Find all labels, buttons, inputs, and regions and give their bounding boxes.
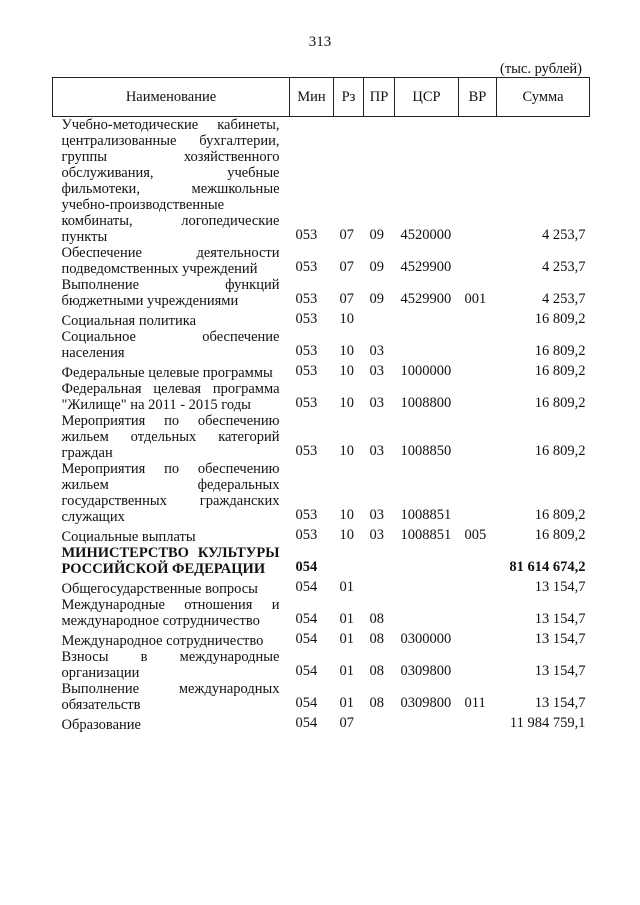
cell-csr: 4529900 bbox=[400, 259, 452, 275]
table-row bbox=[53, 713, 590, 733]
cell-sum: 16 809,2 bbox=[534, 363, 586, 379]
cell-sum: 13 154,7 bbox=[534, 663, 586, 679]
row-name: Взносы в международные организации bbox=[61, 649, 280, 681]
row-name: МИНИСТЕРСТВО КУЛЬТУРЫ РОССИЙСКОЙ ФЕДЕРАЦИИ bbox=[61, 545, 280, 577]
row-name: Выполнение международных обязательств bbox=[61, 681, 280, 713]
header-min: Мин bbox=[290, 78, 334, 117]
cell-rz: 01 bbox=[339, 663, 354, 679]
cell-pr: 08 bbox=[369, 663, 384, 679]
cell-rz: 10 bbox=[339, 363, 354, 379]
cell-rz: 01 bbox=[339, 611, 354, 627]
cell-csr bbox=[395, 309, 459, 329]
cell-min: 054 bbox=[295, 611, 318, 627]
row-name: Учебно-методические кабинеты, централизованные бухгалтерии, группы хозяйственного обслуживания, учебные фильмотеки, межшкольные учебно-производственные комбинаты, логопедические пункты bbox=[61, 117, 280, 245]
cell-csr: 1000000 bbox=[400, 363, 452, 379]
table-row bbox=[53, 525, 590, 545]
header-vr: ВР bbox=[459, 78, 497, 117]
cell-min: 053 bbox=[295, 259, 318, 275]
cell-csr bbox=[395, 713, 459, 733]
table-row bbox=[53, 245, 590, 277]
table-row bbox=[53, 361, 590, 381]
cell-vr bbox=[459, 649, 497, 681]
cell-vr bbox=[459, 117, 497, 246]
cell-pr: 03 bbox=[369, 363, 384, 379]
cell-sum: 13 154,7 bbox=[534, 611, 586, 627]
cell-vr: 001 bbox=[464, 291, 487, 307]
table-row bbox=[53, 545, 590, 577]
cell-vr bbox=[459, 461, 497, 525]
cell-sum: 81 614 674,2 bbox=[509, 559, 586, 575]
header-rz: Рз bbox=[334, 78, 364, 117]
cell-sum: 13 154,7 bbox=[534, 631, 586, 647]
cell-csr: 1008851 bbox=[400, 527, 452, 543]
cell-pr: 03 bbox=[369, 443, 384, 459]
cell-rz: 07 bbox=[339, 259, 354, 275]
table-row bbox=[53, 577, 590, 597]
cell-vr bbox=[459, 577, 497, 597]
cell-min: 053 bbox=[295, 311, 318, 327]
cell-rz: 10 bbox=[339, 343, 354, 359]
cell-min: 054 bbox=[295, 663, 318, 679]
cell-min: 053 bbox=[295, 507, 318, 523]
cell-csr: 1008851 bbox=[400, 507, 452, 523]
cell-pr: 09 bbox=[369, 291, 384, 307]
cell-min: 054 bbox=[295, 559, 318, 575]
cell-min: 053 bbox=[295, 395, 318, 411]
cell-pr: 09 bbox=[369, 227, 384, 243]
row-name: Международные отношения и международное сотрудничество bbox=[61, 597, 280, 629]
table-row bbox=[53, 413, 590, 461]
cell-sum: 13 154,7 bbox=[534, 579, 586, 595]
cell-vr bbox=[459, 329, 497, 361]
cell-min: 053 bbox=[295, 363, 318, 379]
cell-pr: 03 bbox=[369, 395, 384, 411]
row-name: Федеральная целевая программа "Жилище" на 2011 - 2015 годы bbox=[61, 381, 280, 413]
header-csr: ЦСР bbox=[395, 78, 459, 117]
cell-min: 054 bbox=[295, 695, 318, 711]
units-label: (тыс. рублей) bbox=[500, 61, 582, 77]
table-row bbox=[53, 629, 590, 649]
cell-vr: 011 bbox=[464, 695, 486, 711]
cell-pr: 08 bbox=[369, 611, 384, 627]
cell-csr bbox=[395, 597, 459, 629]
cell-csr: 1008800 bbox=[400, 395, 452, 411]
cell-csr: 4520000 bbox=[400, 227, 452, 243]
cell-pr: 03 bbox=[369, 507, 384, 523]
cell-vr: 005 bbox=[464, 527, 487, 543]
cell-rz: 10 bbox=[339, 527, 354, 543]
cell-pr bbox=[364, 309, 395, 329]
cell-rz bbox=[334, 545, 364, 577]
cell-pr bbox=[364, 713, 395, 733]
row-name: Международное сотрудничество bbox=[61, 633, 264, 649]
cell-min: 053 bbox=[295, 291, 318, 307]
cell-rz: 10 bbox=[339, 311, 354, 327]
cell-sum: 4 253,7 bbox=[542, 227, 586, 243]
cell-rz: 01 bbox=[339, 631, 354, 647]
cell-rz: 07 bbox=[339, 291, 354, 307]
cell-vr bbox=[459, 309, 497, 329]
table-row bbox=[53, 381, 590, 413]
cell-pr bbox=[364, 545, 395, 577]
page-number: 313 bbox=[308, 34, 332, 50]
cell-csr: 0309800 bbox=[400, 695, 452, 711]
cell-sum: 16 809,2 bbox=[534, 343, 586, 359]
cell-pr bbox=[364, 577, 395, 597]
table-body bbox=[53, 117, 590, 734]
cell-pr: 03 bbox=[369, 527, 384, 543]
row-name: Социальная политика bbox=[61, 313, 197, 329]
cell-min: 054 bbox=[295, 579, 318, 595]
table-row bbox=[53, 649, 590, 681]
row-name: Образование bbox=[61, 717, 141, 733]
row-name: Социальное обеспечение населения bbox=[61, 329, 280, 361]
cell-min: 053 bbox=[295, 343, 318, 359]
row-name: Обеспечение деятельности подведомственных учреждений bbox=[61, 245, 280, 277]
cell-rz: 01 bbox=[339, 579, 354, 595]
cell-csr bbox=[395, 545, 459, 577]
cell-csr: 4529900 bbox=[400, 291, 452, 307]
cell-rz: 10 bbox=[339, 443, 354, 459]
cell-pr: 09 bbox=[369, 259, 384, 275]
cell-sum: 16 809,2 bbox=[534, 527, 586, 543]
cell-csr bbox=[395, 329, 459, 361]
cell-sum: 16 809,2 bbox=[534, 507, 586, 523]
cell-pr: 08 bbox=[369, 695, 384, 711]
cell-csr: 1008850 bbox=[400, 443, 452, 459]
cell-rz: 01 bbox=[339, 695, 354, 711]
table-row bbox=[53, 597, 590, 629]
cell-rz: 10 bbox=[339, 395, 354, 411]
cell-sum: 13 154,7 bbox=[534, 695, 586, 711]
cell-pr: 03 bbox=[369, 343, 384, 359]
table-row bbox=[53, 277, 590, 309]
row-name: Социальные выплаты bbox=[61, 529, 196, 545]
cell-sum: 4 253,7 bbox=[542, 259, 586, 275]
row-name: Выполнение функций бюджетными учреждениями bbox=[61, 277, 280, 309]
cell-pr: 08 bbox=[369, 631, 384, 647]
cell-min: 054 bbox=[295, 715, 318, 731]
table-row bbox=[53, 309, 590, 329]
cell-vr bbox=[459, 545, 497, 577]
cell-csr: 0300000 bbox=[400, 631, 452, 647]
row-name: Мероприятия по обеспечению жильем отдельных категорий граждан bbox=[61, 413, 280, 461]
table-row bbox=[53, 329, 590, 361]
table-row bbox=[53, 117, 590, 246]
table-row bbox=[53, 681, 590, 713]
header-pr: ПР bbox=[364, 78, 395, 117]
budget-table bbox=[52, 77, 590, 733]
cell-min: 053 bbox=[295, 527, 318, 543]
header-name: Наименование bbox=[53, 78, 290, 117]
cell-csr: 0309800 bbox=[400, 663, 452, 679]
row-name: Федеральные целевые программы bbox=[61, 365, 273, 381]
cell-sum: 16 809,2 bbox=[534, 395, 586, 411]
cell-csr bbox=[395, 577, 459, 597]
cell-min: 053 bbox=[295, 227, 318, 243]
cell-rz: 07 bbox=[339, 715, 354, 731]
cell-vr bbox=[459, 381, 497, 413]
cell-sum: 16 809,2 bbox=[534, 311, 586, 327]
cell-vr bbox=[459, 629, 497, 649]
cell-vr bbox=[459, 245, 497, 277]
row-name: Общегосударственные вопросы bbox=[61, 581, 258, 597]
table-row bbox=[53, 461, 590, 525]
cell-vr bbox=[459, 413, 497, 461]
cell-min: 054 bbox=[295, 631, 318, 647]
row-name: Мероприятия по обеспечению жильем федеральных государственных гражданских служащих bbox=[61, 461, 280, 525]
cell-rz: 10 bbox=[339, 507, 354, 523]
cell-vr bbox=[459, 361, 497, 381]
cell-rz: 07 bbox=[339, 227, 354, 243]
cell-sum: 16 809,2 bbox=[534, 443, 586, 459]
cell-vr bbox=[459, 597, 497, 629]
cell-vr bbox=[459, 713, 497, 733]
table-header-row bbox=[53, 78, 590, 117]
cell-min: 053 bbox=[295, 443, 318, 459]
cell-sum: 11 984 759,1 bbox=[509, 715, 586, 731]
header-sum: Сумма bbox=[497, 78, 590, 117]
cell-sum: 4 253,7 bbox=[542, 291, 586, 307]
